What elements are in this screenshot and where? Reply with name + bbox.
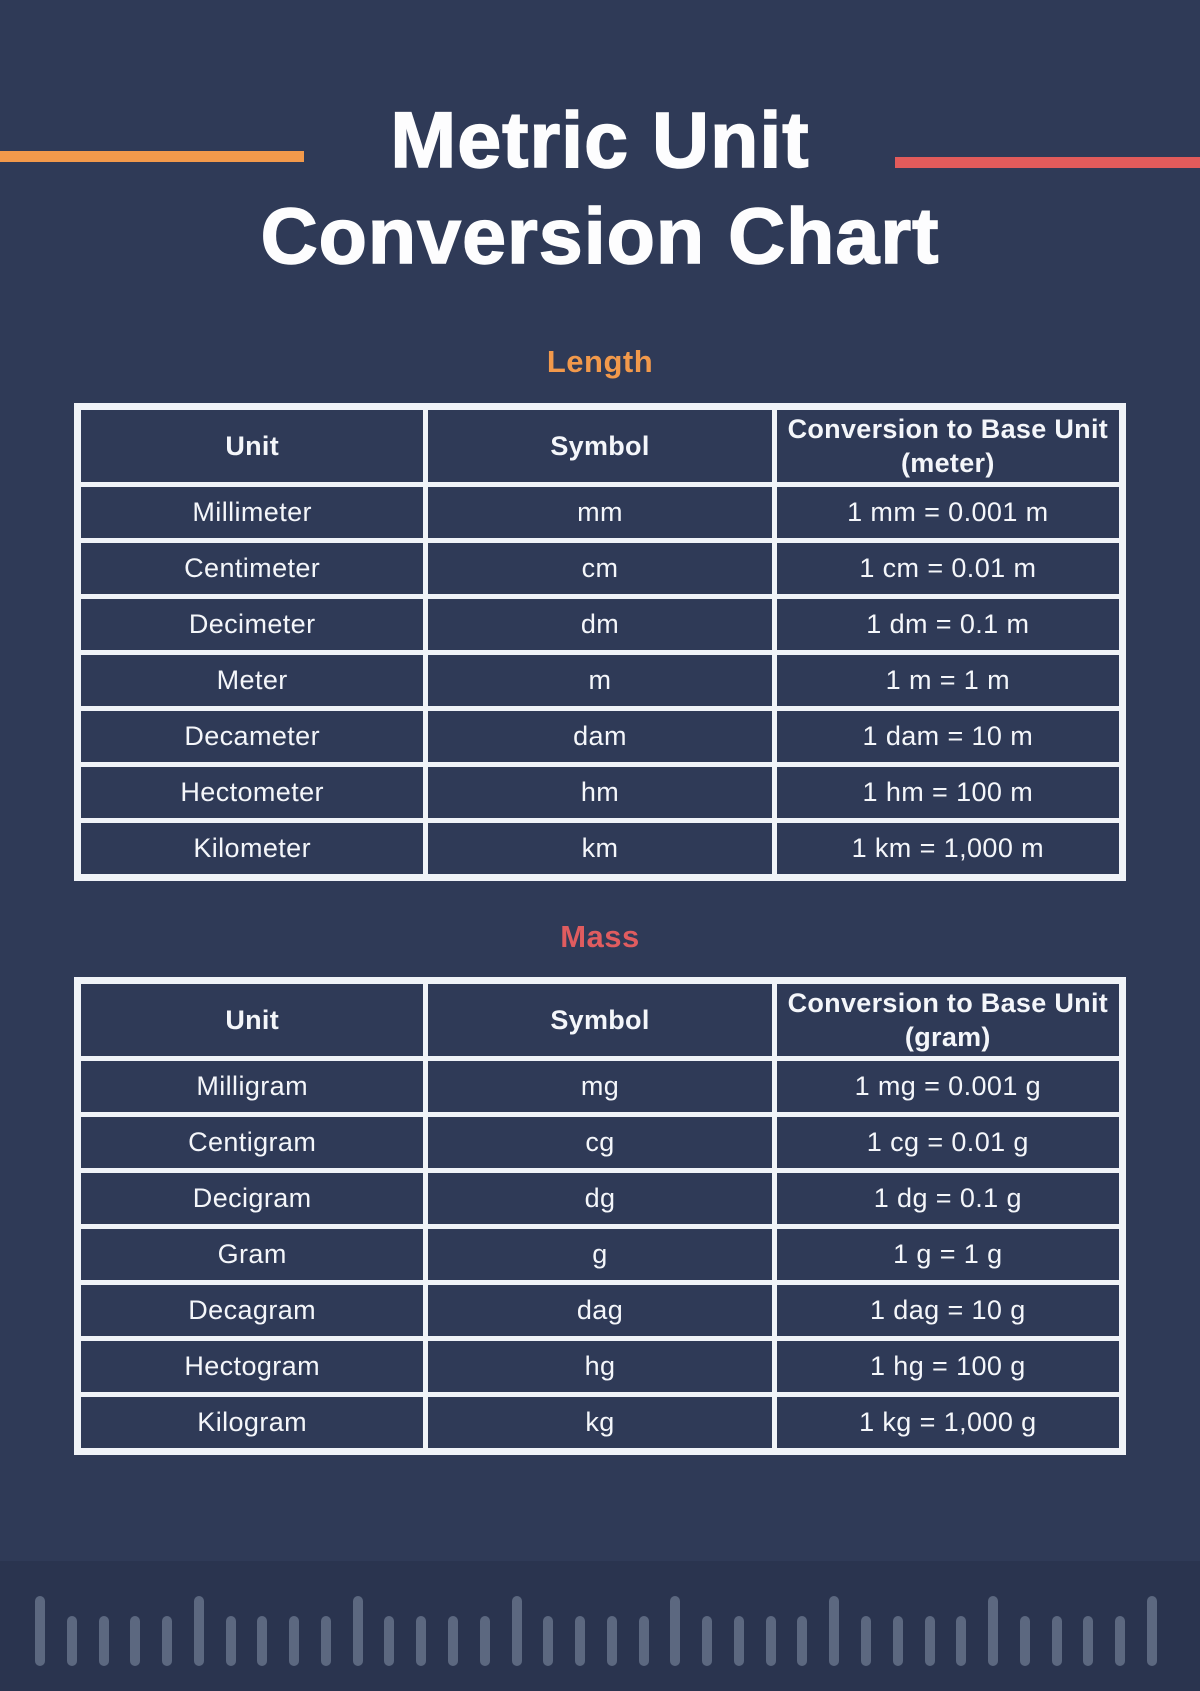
symbol-cell: mg: [426, 1059, 774, 1115]
ruler-minor-tick: [416, 1616, 426, 1666]
mass-table: [74, 977, 1126, 1455]
ruler-minor-tick: [575, 1616, 585, 1666]
ruler-minor-tick: [257, 1616, 267, 1666]
unit-cell: Kilogram: [78, 1395, 426, 1452]
ruler-minor-tick: [480, 1616, 490, 1666]
ruler-minor-tick: [766, 1616, 776, 1666]
conversion-cell: 1 cg = 0.01 g: [774, 1115, 1122, 1171]
column-header-symbol: Symbol: [426, 981, 774, 1059]
ruler-minor-tick: [321, 1616, 331, 1666]
conversion-cell: 1 dam = 10 m: [774, 709, 1122, 765]
unit-cell: Milligram: [78, 1059, 426, 1115]
ruler-minor-tick: [861, 1616, 871, 1666]
symbol-cell: cg: [426, 1115, 774, 1171]
column-header-conversion: Conversion to Base Unit (gram): [774, 981, 1122, 1059]
symbol-cell: dg: [426, 1171, 774, 1227]
table-row: [78, 653, 1123, 709]
unit-cell: Decigram: [78, 1171, 426, 1227]
unit-cell: Kilometer: [78, 821, 426, 878]
unit-cell: Decimeter: [78, 597, 426, 653]
table-row: [78, 1395, 1123, 1452]
symbol-cell: dag: [426, 1283, 774, 1339]
conversion-cell: 1 dg = 0.1 g: [774, 1171, 1122, 1227]
ruler-major-tick: [988, 1596, 998, 1666]
conversion-cell: 1 mg = 0.001 g: [774, 1059, 1122, 1115]
table-row: [78, 1059, 1123, 1115]
unit-cell: Decameter: [78, 709, 426, 765]
ruler-minor-tick: [1115, 1616, 1125, 1666]
symbol-cell: mm: [426, 485, 774, 541]
conversion-cell: 1 m = 1 m: [774, 653, 1122, 709]
section-label-length: Length: [546, 344, 654, 379]
conversion-cell: 1 dag = 10 g: [774, 1283, 1122, 1339]
ruler-minor-tick: [1020, 1616, 1030, 1666]
length-table-header: [78, 407, 1123, 485]
header-row: [78, 407, 1123, 485]
table-row: [78, 597, 1123, 653]
ruler-graphic: [0, 1561, 1200, 1691]
ruler-minor-tick: [1083, 1616, 1093, 1666]
column-header-symbol: Symbol: [426, 407, 774, 485]
length-table-body: [78, 485, 1123, 878]
table-row: [78, 1283, 1123, 1339]
ruler-major-tick: [35, 1596, 45, 1666]
ruler-minor-tick: [734, 1616, 744, 1666]
ruler-minor-tick: [543, 1616, 553, 1666]
table-row: [78, 1115, 1123, 1171]
unit-cell: Hectogram: [78, 1339, 426, 1395]
ruler-minor-tick: [956, 1616, 966, 1666]
symbol-cell: m: [426, 653, 774, 709]
conversion-cell: 1 g = 1 g: [774, 1227, 1122, 1283]
ruler-minor-tick: [607, 1616, 617, 1666]
conversion-cell: 1 mm = 0.001 m: [774, 485, 1122, 541]
ruler-major-tick: [194, 1596, 204, 1666]
unit-cell: Centigram: [78, 1115, 426, 1171]
conversion-cell: 1 hm = 100 m: [774, 765, 1122, 821]
conversion-cell: 1 km = 1,000 m: [774, 821, 1122, 878]
table-row: [78, 485, 1123, 541]
column-header-unit: Unit: [78, 981, 426, 1059]
symbol-cell: hg: [426, 1339, 774, 1395]
conversion-cell: 1 hg = 100 g: [774, 1339, 1122, 1395]
column-header-unit: Unit: [78, 407, 426, 485]
unit-cell: Meter: [78, 653, 426, 709]
symbol-cell: hm: [426, 765, 774, 821]
table-row: [78, 1171, 1123, 1227]
mass-table-header: [78, 981, 1123, 1059]
symbol-cell: km: [426, 821, 774, 878]
symbol-cell: g: [426, 1227, 774, 1283]
unit-cell: Decagram: [78, 1283, 426, 1339]
ruler-minor-tick: [226, 1616, 236, 1666]
table-row: [78, 821, 1123, 878]
unit-cell: Centimeter: [78, 541, 426, 597]
ruler-major-tick: [353, 1596, 363, 1666]
ruler-minor-tick: [67, 1616, 77, 1666]
conversion-cell: 1 cm = 0.01 m: [774, 541, 1122, 597]
ruler-minor-tick: [925, 1616, 935, 1666]
page-title: [0, 92, 1200, 284]
conversion-cell: 1 dm = 0.1 m: [774, 597, 1122, 653]
ruler-major-tick: [670, 1596, 680, 1666]
ruler-minor-tick: [99, 1616, 109, 1666]
table-row: [78, 1339, 1123, 1395]
mass-table-body: [78, 1059, 1123, 1452]
page-title-line-1: Metric Unit: [390, 95, 810, 184]
table-row: [78, 1227, 1123, 1283]
table-row: [78, 541, 1123, 597]
ruler-minor-tick: [448, 1616, 458, 1666]
ruler-major-tick: [512, 1596, 522, 1666]
ruler-minor-tick: [1052, 1616, 1062, 1666]
ruler-major-tick: [829, 1596, 839, 1666]
ruler-minor-tick: [130, 1616, 140, 1666]
table-row: [78, 709, 1123, 765]
ruler-minor-tick: [639, 1616, 649, 1666]
column-header-conversion: Conversion to Base Unit (meter): [774, 407, 1122, 485]
symbol-cell: dam: [426, 709, 774, 765]
unit-cell: Gram: [78, 1227, 426, 1283]
unit-cell: Hectometer: [78, 765, 426, 821]
ruler-minor-tick: [384, 1616, 394, 1666]
symbol-cell: dm: [426, 597, 774, 653]
ruler-minor-tick: [289, 1616, 299, 1666]
header-row: [78, 981, 1123, 1059]
length-table: [74, 403, 1126, 881]
section-label-mass: Mass: [560, 919, 640, 954]
unit-cell: Millimeter: [78, 485, 426, 541]
table-row: [78, 765, 1123, 821]
ruler-minor-tick: [893, 1616, 903, 1666]
symbol-cell: cm: [426, 541, 774, 597]
ruler-major-tick: [1147, 1596, 1157, 1666]
symbol-cell: kg: [426, 1395, 774, 1452]
ruler-minor-tick: [702, 1616, 712, 1666]
ruler-minor-tick: [162, 1616, 172, 1666]
conversion-cell: 1 kg = 1,000 g: [774, 1395, 1122, 1452]
ruler-minor-tick: [797, 1616, 807, 1666]
page-title-line-2: Conversion Chart: [260, 191, 940, 280]
